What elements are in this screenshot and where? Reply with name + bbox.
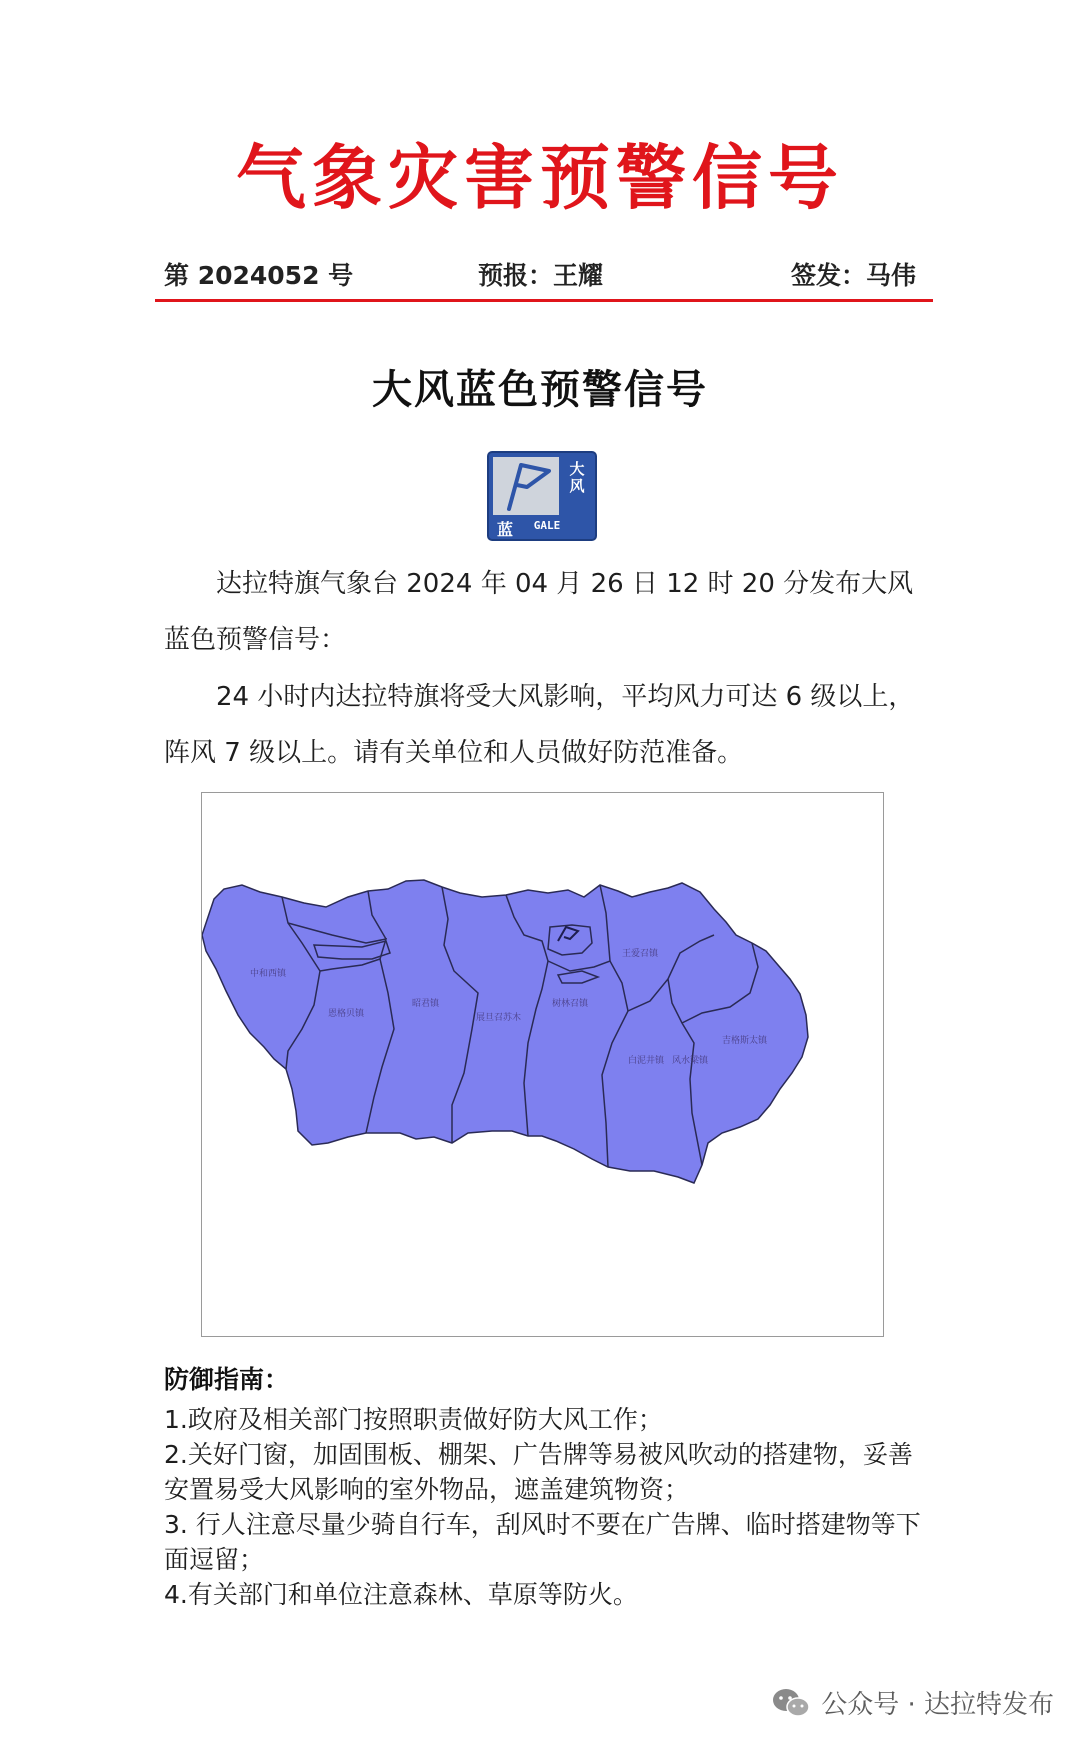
map-label: 昭君镇	[412, 999, 440, 1009]
guide-item: 1.政府及相关部门按照职责做好防大风工作；	[164, 1405, 663, 1434]
gale-blue-warning-icon	[487, 451, 597, 541]
icon-gale-label: GALE	[533, 519, 561, 532]
document-number: 第 2024052 号	[164, 261, 354, 290]
issuer: 签发：马伟	[790, 261, 916, 290]
map-label: 恩格贝镇	[328, 1009, 365, 1019]
forecaster: 预报：王耀	[478, 261, 604, 290]
map-label: 白泥井镇	[628, 1056, 665, 1066]
icon-type-label: 大风	[569, 460, 585, 495]
guide-list	[164, 1402, 934, 1612]
header-divider	[155, 299, 933, 302]
warning-area-map	[201, 792, 884, 1337]
notice-paragraph-forecast-text: 24 小时内达拉特旗将受大风影响，平均风力可达 6 级以上，阵风 7 级以上。请有关单位和人员做好防范准备。	[164, 682, 915, 768]
notice-paragraph-issue-text: 达拉特旗气象台 2024 年 04 月 26 日 12 时 20 分发布大风蓝色预警信号：	[164, 569, 914, 655]
notice-paragraph-issue	[164, 556, 924, 668]
document-meta	[164, 256, 932, 292]
wechat-icon	[771, 1687, 811, 1719]
map-label: 中和西镇	[250, 969, 287, 979]
map-label: 展旦召苏木	[476, 1013, 522, 1023]
guide-heading: 防御指南：	[164, 1365, 290, 1394]
guide-item: 4.有关部门和单位注意森林、草原等防火。	[164, 1580, 638, 1609]
map-label: 王爱召镇	[622, 949, 659, 959]
county-outline	[202, 880, 808, 1183]
map-label: 吉格斯太镇	[722, 1036, 768, 1046]
guide-item: 2.关好门窗，加固围板、棚架、广告牌等易被风吹动的搭建物，妥善安置易受大风影响的室外物品，遮盖建筑物资；	[164, 1440, 913, 1504]
guide-item: 3. 行人注意尽量少骑自行车，刮风时不要在广告牌、临时搭建物等下面逗留；	[164, 1510, 921, 1574]
signal-title: 大风蓝色预警信号	[372, 367, 708, 413]
document-title: 气象灾害预警信号	[236, 137, 844, 219]
watermark-text: 公众号 · 达拉特发布	[821, 1690, 1054, 1720]
warning-area-map-graphic	[202, 793, 883, 1336]
map-label: 树林召镇	[552, 999, 589, 1009]
watermark	[771, 1684, 1054, 1724]
notice-paragraph-forecast	[164, 669, 924, 781]
icon-color-label: 蓝	[496, 520, 513, 539]
map-label: 风水梁镇	[672, 1056, 709, 1066]
